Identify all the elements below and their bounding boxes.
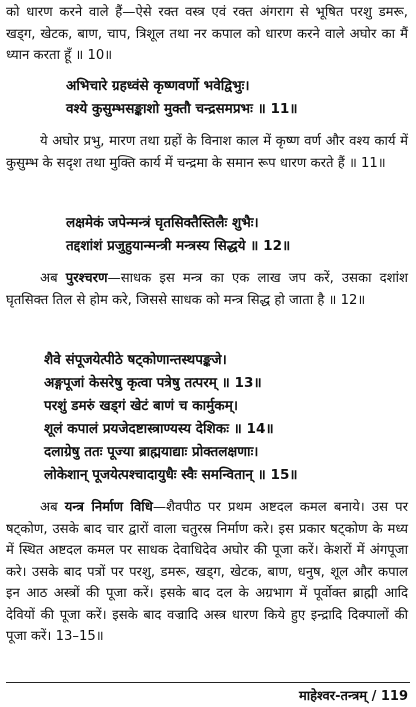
verse-11-line-1: अभिचारे ग्रहध्वंसे कृष्णवर्णो भवेद्विभुः।: [66, 78, 250, 94]
paragraph-translation-11: ये अघोर प्रभु, मारण तथा ग्रहों के विनाश काल में कृष्ण वर्ण और वश्य कार्य में कुसुम्भ के सदृश तथा मुक्ति कार्य में चन्द्रमा के समान रूप धारण करते हैं ॥ 11॥: [6, 134, 408, 171]
verse-13-line-2: अङ्गपूजां केसरेषु कृत्वा पत्रेषु तत्परम् ॥ 13॥: [44, 375, 262, 391]
text-rest: —शैवपीठ पर प्रथम अष्टदल कमल बनाये। उस पर षट्कोण, उसके बाद चार द्वारों वाला चतुरस्र निर्माण करे। इस प्रकार षट्कोण के मध्य में स्थित अष्टदल कमल पर साधक देवाधिदेव अघोर की पूजा करें। केशरों में अंगपूजा करे। उसके बाद पत्रों पर परशु, डमरू, खड्ग, खेटक, बाण, धनुष, शूल और कपाल इन आठ अस्त्रों की पूजा करें। इसके बाद दल के अग्रभाग में पूर्वोक्त ब्राह्मी आदि देवियों की पूजा करें। इसके बाद वज्रादि अस्त्र धारण किये हुए इन्द्रादि दिक्पालों की पूजा करें। 13–15॥: [6, 500, 408, 644]
term-purashcharan: पुरश्चरण: [65, 271, 108, 286]
verse-15-line-2: लोकेशान् पूजयेत्पश्चादायुधैः स्वैः समन्वितान् ॥ 15॥: [44, 467, 298, 483]
text-lead: अब: [40, 500, 65, 515]
verse-13-line-1: शैवे संपूजयेत्पीठे षट्कोणान्तस्थपङ्कजे।: [44, 352, 227, 368]
footer-rule: [6, 682, 410, 683]
text-lead: अब: [40, 271, 66, 286]
paragraph-translation-12: [6, 268, 408, 311]
text-rest: —साधक इस मन्त्र का एक लाख जप करें, उसका दशांश घृतसिक्त तिल से होम करे, जिससे साधक को मन्त्र सिद्ध हो जाता है ॥ 12॥: [6, 271, 408, 308]
verse-12-line-1: लक्षमेकं जपेन्मन्त्रं घृतसिक्तैस्तिलैः शुभैः।: [66, 215, 259, 231]
verse-14-line-2: शूलं कपालं प्रयजेदष्टास्त्राण्यस्य देशिकः ॥ 14॥: [44, 421, 274, 437]
term-yantra-nirman-vidhi: यन्त्र निर्माण विधि: [64, 500, 153, 515]
paragraph-translation-13-15: [6, 497, 408, 648]
page-footer: माहेश्वर-तन्त्रम् / 119: [298, 689, 408, 704]
verse-11-line-2: वश्ये कुसुम्भसङ्काशो मुक्तौ चन्द्रसमप्रभः ॥ 11॥: [66, 101, 298, 117]
paragraph-translation-10: को धारण करने वाले हैं—ऐसे रक्त वस्त्र एवं रक्त अंगराग से भूषित परशु डमरू, खड्ग, खेटक, बाण, चाप, त्रिशूल तथा नर कपाल को धारण करने वाले अघोर का मैं ध्यान करता हूँ ॥ 10॥: [6, 5, 408, 63]
verse-15-line-1: दलाग्रेषु ततः पूज्या ब्राह्मयाद्याः प्रोक्तलक्षणाः।: [44, 444, 259, 460]
verse-14-line-1: परशुं डमरुं खड्गं खेटं बाणं च कार्मुकम्।: [44, 398, 239, 414]
verse-12-line-2: तद्दशांशं प्रजुहुयान्मन्त्री मन्त्रस्य सिद्धये ॥ 12॥: [66, 238, 291, 254]
